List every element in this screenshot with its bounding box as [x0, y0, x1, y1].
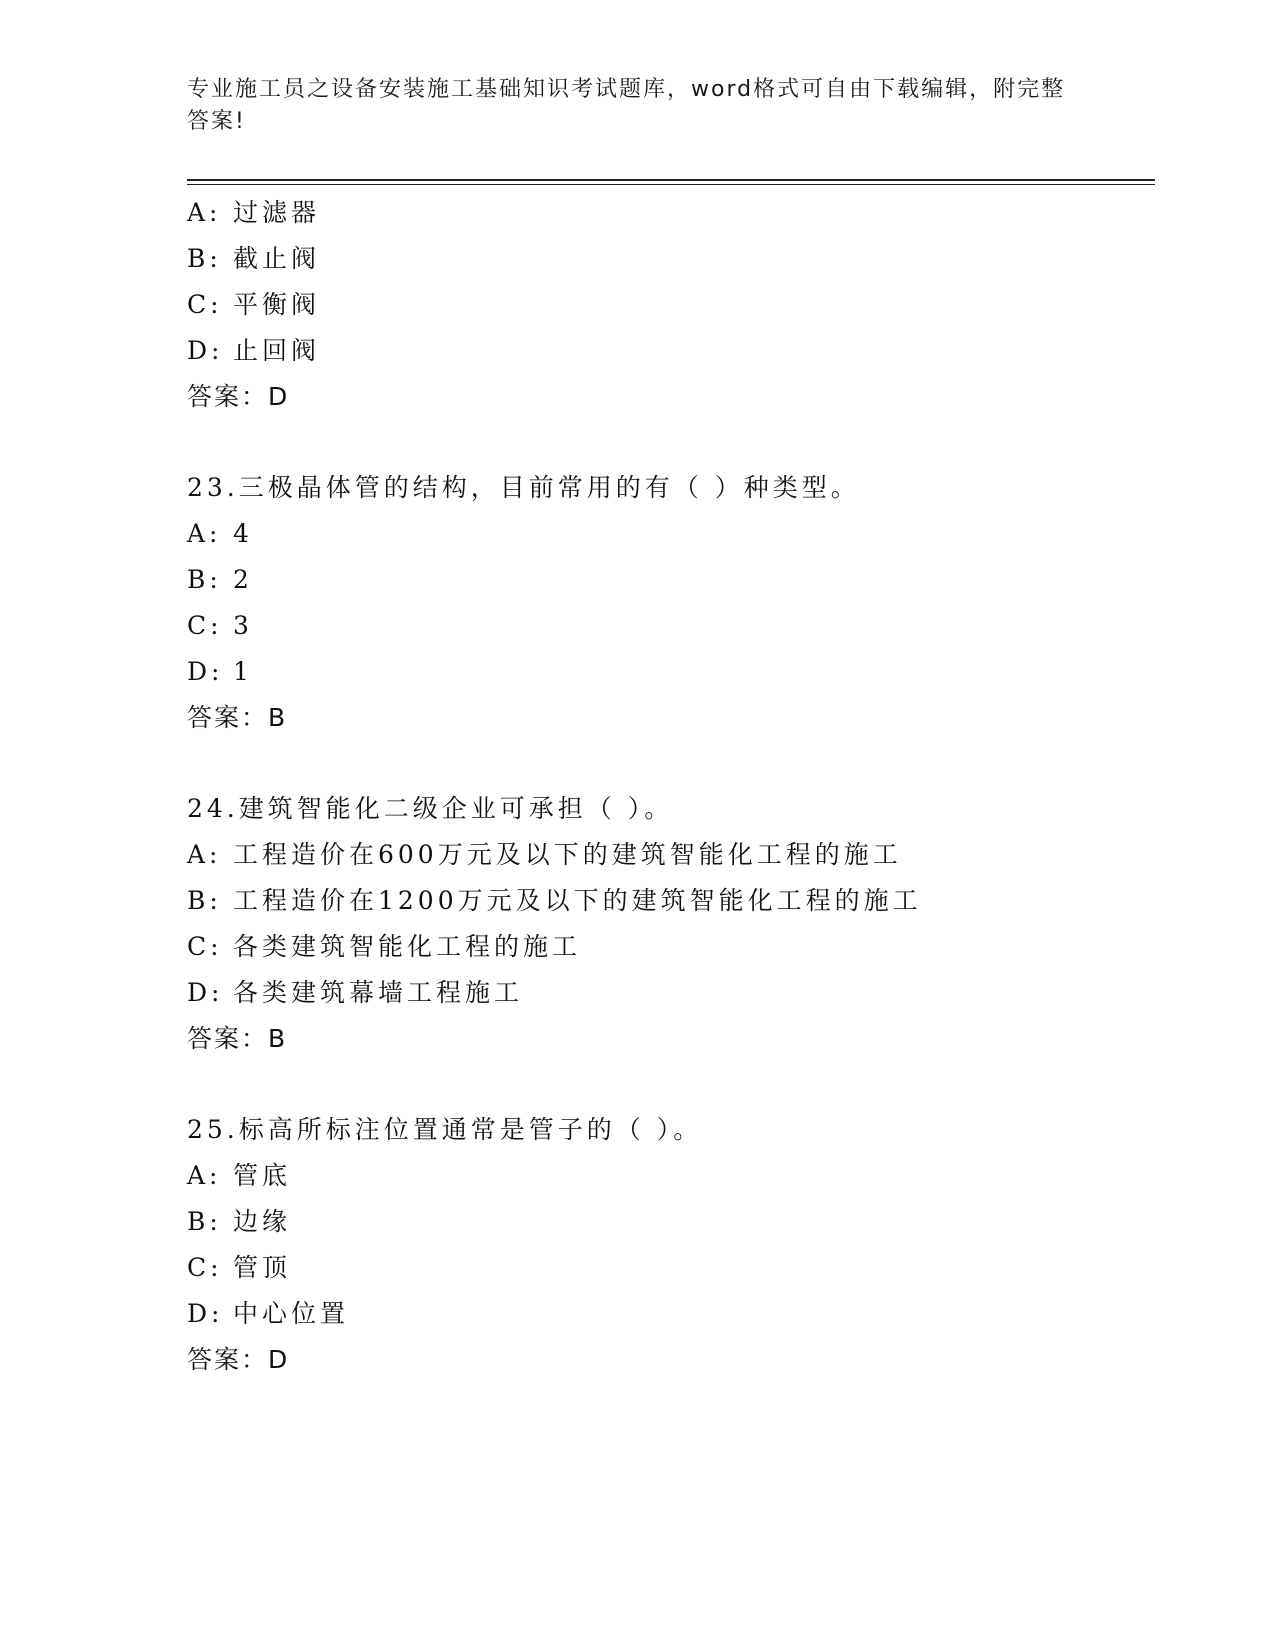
option-text: 1	[233, 657, 253, 686]
option-a	[187, 511, 1147, 557]
option-d	[187, 649, 1147, 695]
document-header: 专业施工员之设备安装施工基础知识考试题库，word格式可自由下载编辑，附完整答案!	[187, 77, 1066, 134]
option-label: B:	[187, 886, 222, 915]
option-c	[187, 282, 1147, 328]
question-stem: 25.标高所标注位置通常是管子的（ ）。	[187, 1115, 703, 1144]
option-label: A:	[187, 519, 222, 548]
option-text: 边缘	[233, 1207, 292, 1236]
option-label: B:	[187, 1207, 222, 1236]
option-text: 管底	[233, 1161, 292, 1190]
question-stem: 24.建筑智能化二级企业可承担（ ）。	[187, 794, 674, 823]
option-c	[187, 924, 1147, 970]
option-text: 止回阀	[233, 336, 321, 365]
question-block-23	[187, 465, 1147, 741]
option-text: 2	[233, 565, 253, 594]
option-text: 工程造价在1200万元及以下的建筑智能化工程的施工	[233, 886, 922, 915]
option-label: C:	[187, 611, 223, 640]
option-a	[187, 832, 1147, 878]
question-stem: 23.三极晶体管的结构，目前常用的有（ ）种类型。	[187, 473, 860, 502]
option-d	[187, 1291, 1147, 1337]
option-d	[187, 328, 1147, 374]
option-b	[187, 1199, 1147, 1245]
header-divider-thin	[187, 184, 1155, 185]
option-text: 中心位置	[233, 1299, 350, 1328]
option-label: B:	[187, 244, 222, 273]
question-block-24	[187, 786, 1147, 1062]
question-list	[187, 190, 1147, 1383]
question-block-25	[187, 1107, 1147, 1383]
option-text: 截止阀	[233, 244, 321, 273]
option-label: D:	[187, 978, 224, 1007]
option-a	[187, 1153, 1147, 1199]
option-b	[187, 236, 1147, 282]
option-label: D:	[187, 1299, 224, 1328]
option-b	[187, 878, 1147, 924]
option-text: 过滤器	[233, 198, 321, 227]
option-text: 4	[233, 519, 253, 548]
answer-line: 答案：D	[187, 1345, 290, 1374]
answer-line: 答案：B	[187, 703, 288, 732]
option-c	[187, 603, 1147, 649]
header-divider-thick	[187, 179, 1155, 181]
option-text: 各类建筑智能化工程的施工	[233, 932, 582, 961]
option-label: B:	[187, 565, 222, 594]
option-d	[187, 970, 1147, 1016]
answer-line: 答案：D	[187, 382, 290, 411]
option-label: C:	[187, 1253, 223, 1282]
option-text: 3	[233, 611, 253, 640]
option-a	[187, 190, 1147, 236]
question-block-22	[187, 190, 1147, 420]
answer-line: 答案：B	[187, 1024, 288, 1053]
option-text: 各类建筑幕墙工程施工	[233, 978, 524, 1007]
option-label: A:	[187, 1161, 222, 1190]
option-text: 工程造价在600万元及以下的建筑智能化工程的施工	[233, 840, 902, 869]
option-label: C:	[187, 290, 223, 319]
option-label: D:	[187, 336, 224, 365]
option-label: A:	[187, 198, 222, 227]
option-text: 平衡阀	[233, 290, 321, 319]
option-b	[187, 557, 1147, 603]
option-label: C:	[187, 932, 223, 961]
option-c	[187, 1245, 1147, 1291]
option-label: A:	[187, 840, 222, 869]
option-text: 管顶	[233, 1253, 292, 1282]
option-label: D:	[187, 657, 224, 686]
